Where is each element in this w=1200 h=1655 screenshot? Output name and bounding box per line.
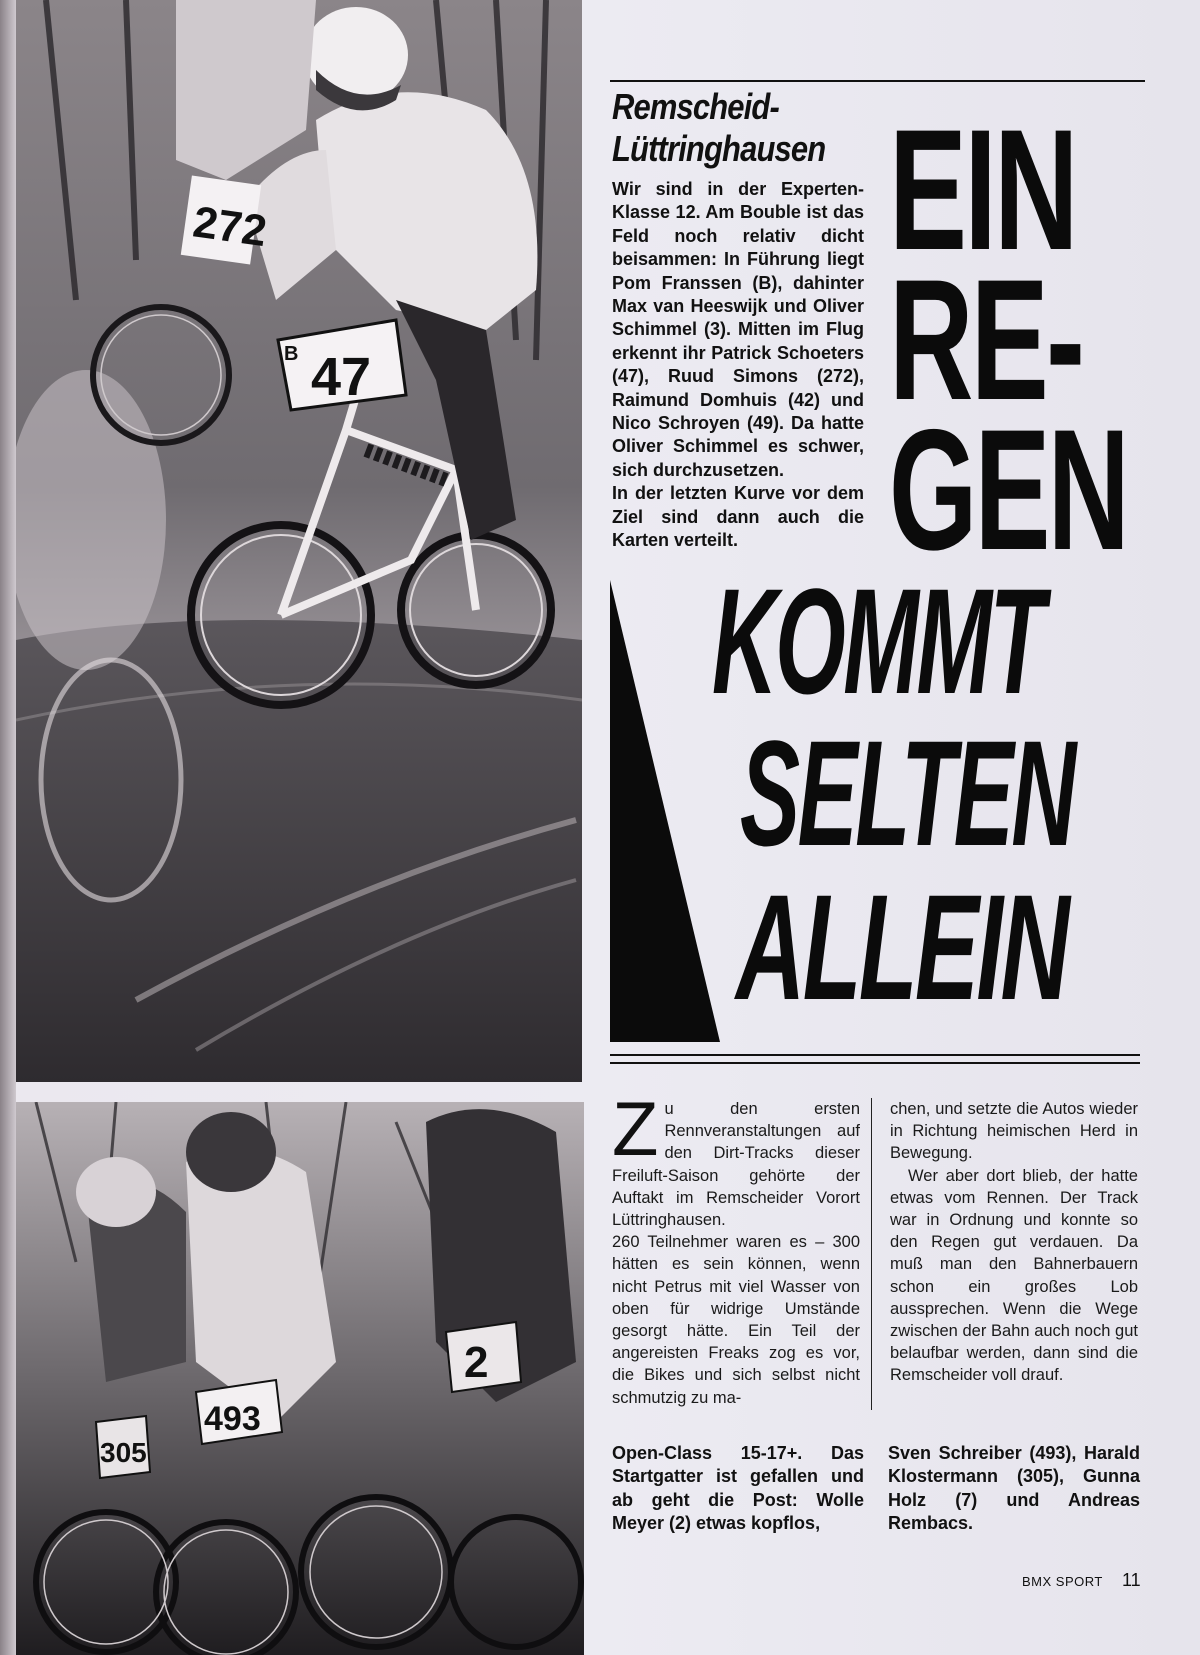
double-rule-lower <box>610 1062 1140 1064</box>
page-number: 11 <box>1122 1570 1141 1590</box>
headline-line-3: GEN <box>889 394 1128 586</box>
photo-start-gate <box>16 1102 584 1655</box>
plate-493: 493 <box>204 1400 261 1438</box>
caption-paragraph: In der letzten Kurve vor dem Ziel sind dann auch die Karten verteilt. <box>612 483 864 551</box>
headline-line-6: ALLEIN <box>736 863 1068 1031</box>
body-paragraph: 260 Teilnehmer waren es – 300 hätten es sein können, wenn nicht Petrus mit viel Wasser von oben für widrige Umstände gesorgt hätte. Ein Teil der angereisten Freaks zog es vor, die Bikes und sich selbst nicht schmutzig zu ma- <box>612 1233 860 1407</box>
headline-line-4: KOMMT <box>712 557 1043 725</box>
photo-caption-bottom-1: Open-Class 15-17+. Das Startgatter ist gefallen und ab geht die Post: Wolle Meyer (2) etwas kopflos, <box>612 1443 864 1534</box>
photo-caption-top <box>612 178 864 553</box>
plate-305: 305 <box>100 1437 147 1468</box>
body-paragraph: Wer aber dort blieb, der hatte etwas vom Rennen. Der Track war in Ordnung und konnte so den Regen gut verdauen. Da muß man den Bahnerbauern schon ein großes Lob aussprechen. Wenn die Wege zwischen der Bahn auch noch gut belaufbar werden, dann sind die Remscheider voll drauf. <box>890 1166 1138 1385</box>
body-paragraph: chen, und setzte die Autos wieder in Richtung heimischen Herd in Bewegung. <box>890 1100 1138 1163</box>
plate-272: 272 <box>190 197 270 257</box>
column-divider <box>871 1098 872 1410</box>
body-column-2 <box>890 1098 1138 1387</box>
headline-line-1: EIN <box>889 94 1076 286</box>
headline-line-5: SELTEN <box>740 709 1074 877</box>
double-rule-upper <box>610 1054 1140 1056</box>
plate-47: 47 <box>311 347 372 407</box>
photo-bmx-jump <box>16 0 582 1082</box>
caption-paragraph: Wir sind in der Experten-Klasse 12. Am Bouble ist das Feld noch relativ dicht beisammen: In Führung liegt Pom Franssen (B), dahinter Max van Heeswijk und Oliver Schimmel (3). Mitten im Flug erkennt ihr Patrick Schoeters (47), Ruud Simons (272), Raimund Domhuis (42) und Nico Schroyen (49). Da hatte Oliver Schimmel es schwer, sich durchzusetzen. <box>612 179 864 480</box>
body-paragraph: u den ersten Rennveranstaltungen auf den Dirt-Tracks dieser Freiluft-Saison gehörte der Auftakt im Remscheider Vorort Lüttringhausen. <box>612 1100 860 1230</box>
plate-letter-b: B <box>284 343 299 365</box>
body-column-1 <box>612 1087 860 1409</box>
photo-caption-bottom-2: Sven Schreiber (493), Harald Klostermann (305), Gunna Holz (7) und Andreas Rembacs. <box>888 1443 1140 1534</box>
headline-line-2: RE- <box>889 244 1083 436</box>
plate-2: 2 <box>464 1338 489 1387</box>
binding-gutter <box>0 0 16 1655</box>
magazine-folio: BMX SPORT <box>1022 1574 1103 1589</box>
top-rule <box>610 80 1145 82</box>
location-subhead: Remscheid- Lüttringhausen <box>612 86 826 169</box>
drop-cap: Z <box>612 1087 659 1172</box>
